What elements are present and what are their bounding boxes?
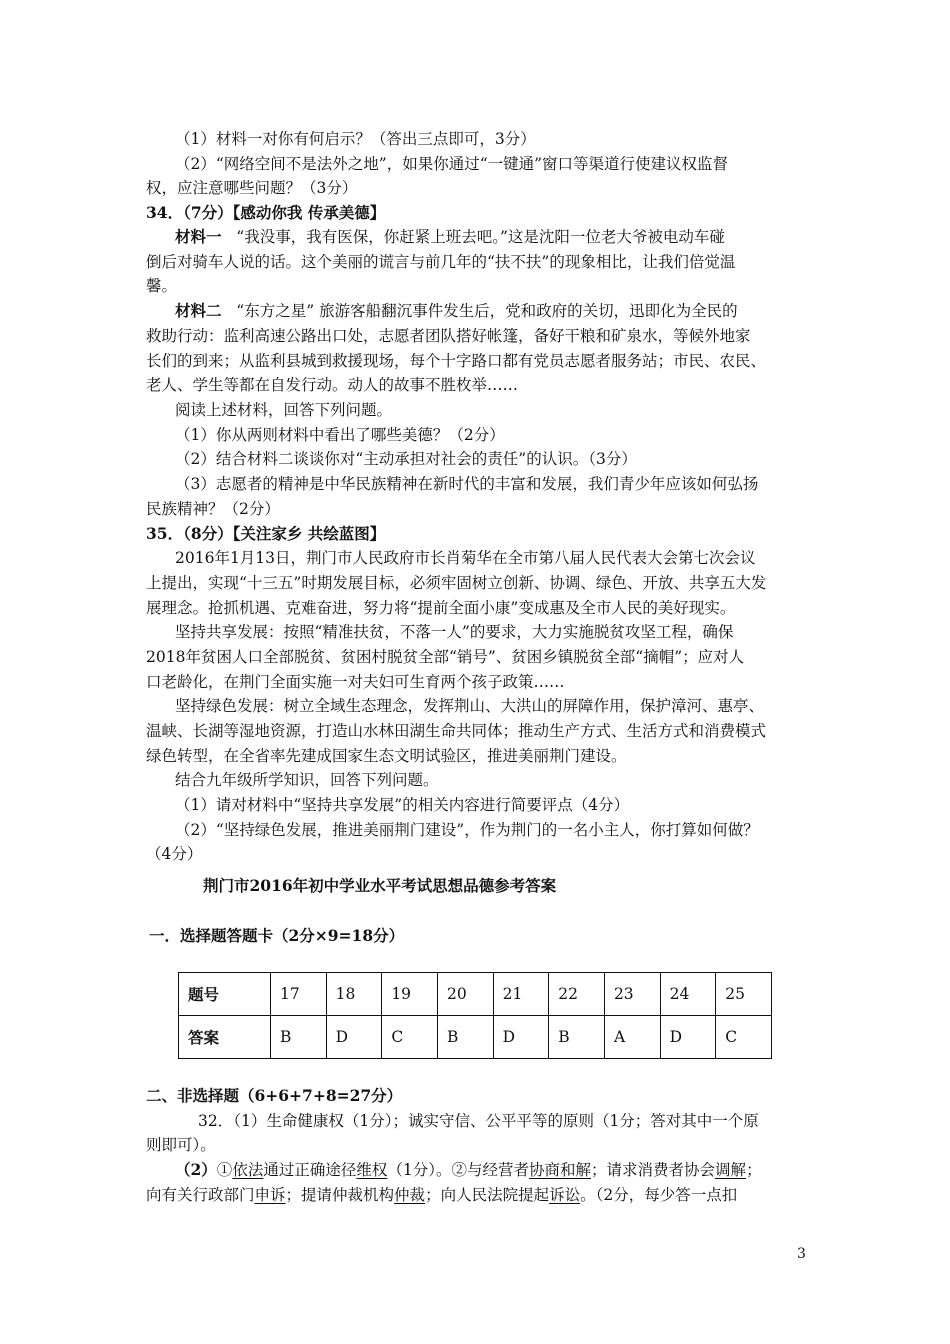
material2-text: “东方之星” 旅游客船翻沉事件发生后，党和政府的关切，迅即化为全民的 [236,302,738,320]
q35-para3-line3: 绿色转型，在全省率先建成国家生态文明试验区，推进美丽荆门建设。 [146,747,627,765]
q34-material1-line2: 倒后对骑车人说的话。这个美丽的谎言与前几年的“扶不扶”的现象相比，让我们倍觉温 [146,253,736,271]
table-cell: C [716,1016,772,1059]
underlined-keyword: 申诉 [254,1186,286,1204]
table-cell: 21 [493,973,549,1016]
table-cell: 25 [716,973,772,1016]
answer-table [178,972,772,1059]
table-cell: C [382,1016,438,1059]
section2-heading: 二、非选择题（6+6+7+8=27分） [146,1086,403,1105]
underlined-keyword: 仲裁 [394,1186,426,1204]
q34-material2-line4: 老人、学生等都在自发行动。动人的故事不胜枚举…… [146,376,519,394]
q35-combine-instruction: 结合九年级所学知识，回答下列问题。 [175,771,439,789]
underlined-keyword: 协商和解 [529,1161,592,1179]
answer-text: 通过正确途径 [263,1161,357,1179]
answer-key-title: 荆门市2016年初中学业水平考试思想品德参考答案 [203,876,557,895]
answer-text: ；提请仲裁机构 [285,1186,395,1204]
answer32-part2-line1 [175,1160,762,1180]
q35-para3-line1: 坚持绿色发展：树立全域生态理念，发挥荆山、大洪山的屏障作用，保护漳河、惠亭、 [175,697,765,715]
q34-sub2: （2）结合材料二谈谈你对“主动承担对社会的责任”的认识。（3分） [175,450,637,468]
q33-sub2-line2: 权，应注意哪些问题？（3分） [146,179,358,197]
answer32-part2-line2 [146,1185,737,1205]
table-cell: 22 [549,973,605,1016]
answer-text: ； [746,1161,762,1179]
table-cell: D [493,1016,549,1059]
table-cell: 24 [660,973,716,1016]
q35-para2-line1: 坚持共享发展：按照“精准扶贫，不落一人”的要求，大力实施脱贫攻坚工程，确保 [175,623,734,641]
q35-sub2-line1: （2）“坚持绿色发展，推进美丽荆门建设”，作为荆门的一名小主人，你打算如何做？ [175,821,759,839]
q35-para1-line3: 展理念。抢抓机遇、克难奋进，努力将“提前全面小康”变成惠及全市人民的美好现实。 [146,599,736,617]
q35-sub2-line2: （4分） [146,845,203,863]
table-row-numbers [179,973,772,1016]
table-cell: 20 [437,973,493,1016]
part-label: （2） [175,1160,217,1179]
table-header-cell: 题号 [179,973,271,1016]
q35-sub1: （1）请对材料中“坚持共享发展”的相关内容进行简要评点（4分） [175,796,630,814]
table-cell: D [660,1016,716,1059]
table-cell: 18 [326,973,382,1016]
answer-text: 。（2分，每少答一点扣 [580,1186,738,1204]
q34-material2-line3: 长们的到来；从监利县城到救援现场，每个十字路口都有党员志愿者服务站；市民、农民、 [146,352,767,370]
q35-para1-line2: 上提出，实现“十三五”时期发展目标，必须牢固树立创新、协调、绿色、开放、共享五大发 [146,574,767,592]
underlined-keyword: 调解 [715,1161,747,1179]
underlined-keyword: 诉讼 [549,1186,581,1204]
q35-para1-line1: 2016年1月13日，荆门市人民政府市长肖菊华在全市第八届人民代表大会第七次会议 [175,549,756,567]
circled-number: ② [451,1161,467,1179]
answer-text: ；请求消费者协会 [591,1161,716,1179]
q33-sub2-line1: （2）“网络空间不是法外之地”，如果你通过“一键通”窗口等渠道行使建议权监督 [175,155,729,173]
q34-heading: 34．（7分）【感动你我 传承美德】 [146,203,386,222]
table-cell: 23 [604,973,660,1016]
table-cell: B [549,1016,605,1059]
answer32-line1: 32．（1）生命健康权（1分）；诚实守信、公平平等的原则（1分；答对其中一个原 [198,1112,759,1130]
page-number: 3 [797,1246,806,1262]
answer-text: ；向人民法院提起 [425,1186,550,1204]
q34-read-instruction: 阅读上述材料，回答下列问题。 [175,401,393,419]
section1-heading: 一．选择题答题卡（2分×9=18分） [149,926,405,945]
q34-sub3-line1: （3）志愿者的精神是中华民族精神在新时代的丰富和发展，我们青少年应该如何弘扬 [175,475,759,493]
q34-material1-line1 [175,227,725,247]
answer32-line2: 则即可）。 [146,1136,216,1154]
q34-material2-line1 [175,301,738,321]
underlined-keyword: 维权 [356,1161,388,1179]
q34-sub1: （1）你从两则材料中看出了哪些美德？（2分） [175,426,505,444]
table-cell: D [326,1016,382,1059]
answer-text: 向有关行政部门 [146,1186,255,1204]
q34-sub3-line2: 民族精神？（2分） [146,500,280,518]
underlined-keyword: 依法 [232,1161,264,1179]
circled-number: ① [216,1161,233,1179]
table-cell: A [604,1016,660,1059]
q34-material1-line3: 馨。 [146,277,178,295]
table-cell: 19 [382,973,438,1016]
table-cell: B [437,1016,493,1059]
table-header-cell: 答案 [179,1016,271,1059]
table-row-answers [179,1016,772,1059]
table-cell: B [271,1016,327,1059]
material2-label: 材料二 [175,301,222,320]
material1-text: “我没事，我有医保，你赶紧上班去吧。”这是沈阳一位老大爷被电动车碰 [236,228,725,246]
answer-text: （1分）。 [387,1161,452,1179]
q35-heading: 35．（8分）【关注家乡 共绘蓝图】 [146,524,386,543]
q35-para3-line2: 温峡、长湖等湿地资源，打造山水林田湖生命共同体；推动生产方式、生活方式和消费模式 [146,722,767,740]
q35-para2-line2: 2018年贫困人口全部脱贫、贫困村脱贫全部“销号”、贫困乡镇脱贫全部“摘帽”；应对人 [146,648,745,666]
q35-para2-line3: 口老龄化，在荆门全面实施一对夫妇可生育两个孩子政策…… [146,673,565,691]
q34-material2-line2: 救助行动：监利高速公路出口处，志愿者团队搭好帐篷，备好干粮和矿泉水，等候外地家 [146,327,751,345]
answer-text: 与经营者 [467,1161,530,1179]
q33-sub1: （1）材料一对你有何启示？（答出三点即可，3分） [175,130,536,148]
material1-label: 材料一 [175,227,222,246]
table-cell: 17 [271,973,327,1016]
